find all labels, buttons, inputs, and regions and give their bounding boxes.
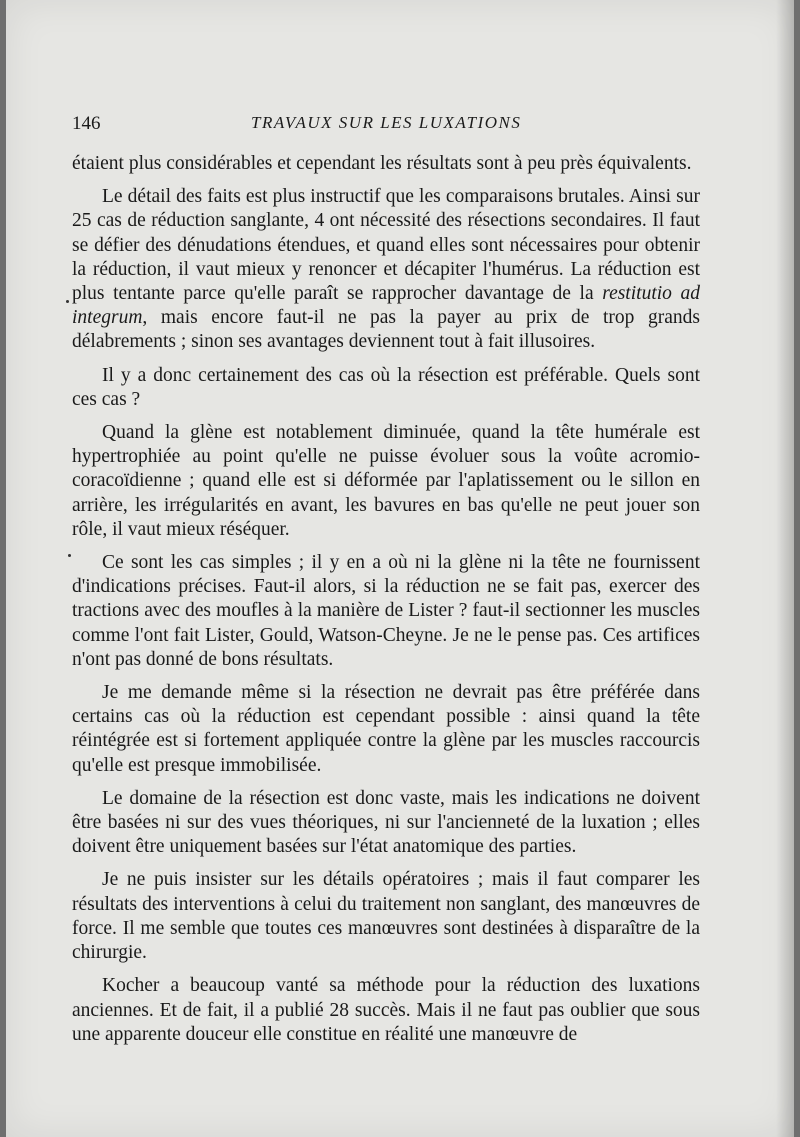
paragraph: Je ne puis insister sur les détails opératoires ; mais il faut comparer les résultats des interventions à celui du traitement non sanglant, des manœuvres de force. Il me semble que toutes ces manœuvres sont destinées à disparaître de la chirurgie. xyxy=(72,869,700,964)
running-title: TRAVAUX SUR LES LUXATIONS xyxy=(251,113,522,132)
page-number: 146 xyxy=(72,113,101,134)
paragraph xyxy=(72,185,700,354)
latin-phrase: restitutio ad integrum xyxy=(72,283,701,329)
paragraph-text: Le détail des faits est plus instructif que les comparaisons brutales. Ainsi sur 25 cas de réduction sanglante, 4 ont nécessité des résections secondaires. Il faut se défier des dénudations étendues, et quand elles sont nécessaires pour obtenir la réduction, il vaut mieux y renoncer et décapiter l'humérus. La réduction est plus tentante parce qu'elle paraît se rapprocher davantage de la xyxy=(72,186,700,305)
paragraph: Il y a donc certainement des cas où la résection est préférable. Quels sont ces cas ? xyxy=(72,364,700,410)
paragraph: Je me demande même si la résection ne devrait pas être préférée dans certains cas où la réduction est cependant possible : ainsi quand la tête réintégrée est si fortement appliquée contre la glène par les muscles raccourcis qu'elle est presque immobilisée. xyxy=(72,682,700,776)
paragraph: Quand la glène est notablement diminuée, quand la tête humérale est hypertrophiée au point qu'elle ne puisse évoluer sous la voûte acromio-coracoïdienne ; quand elle est si déformée par l'aplatissement ou le sillon en arrière, les irrégularités en avant, les bavures en bas qu'elle ne peut jouer son rôle, il vaut mieux réséquer. xyxy=(72,422,700,540)
book-page xyxy=(6,0,794,1137)
print-speck xyxy=(68,554,71,557)
print-speck xyxy=(66,300,69,303)
page-edge-shadow xyxy=(776,0,794,1137)
paragraph: étaient plus considérables et cependant les résultats sont à peu près équivalents. xyxy=(72,153,692,174)
paragraph: Ce sont les cas simples ; il y en a où ni la glène ni la tête ne fournissent d'indications précises. Faut-il alors, si la réduction ne se fait pas, exercer des tractions avec des moufles à la manière de Lister ? faut-il sectionner les muscles comme l'ont fait Lister, Gould, Watson-Cheyne. Je ne le pense pas. Ces artifices n'ont pas donné de bons résultats. xyxy=(72,552,700,670)
page-header xyxy=(6,113,794,139)
paragraph: Le domaine de la résection est donc vaste, mais les indications ne doivent être basées ni sur des vues théoriques, ni sur l'ancienneté de la luxation ; elles doivent être uniquement basées sur l'état anatomique des parties. xyxy=(72,787,700,858)
body-text xyxy=(72,152,700,1047)
paragraph: Kocher a beaucoup vanté sa méthode pour la réduction des luxations anciennes. Et de fait, il a publié 28 succès. Mais il ne faut pas oublier que sous une apparente douceur elle constitue en réalité une manœuvre de xyxy=(72,975,700,1045)
paragraph-text: , mais encore faut-il ne pas la payer au prix de trop grands délabrements ; sinon ses avantages deviennent tout à fait illusoires. xyxy=(72,307,700,353)
